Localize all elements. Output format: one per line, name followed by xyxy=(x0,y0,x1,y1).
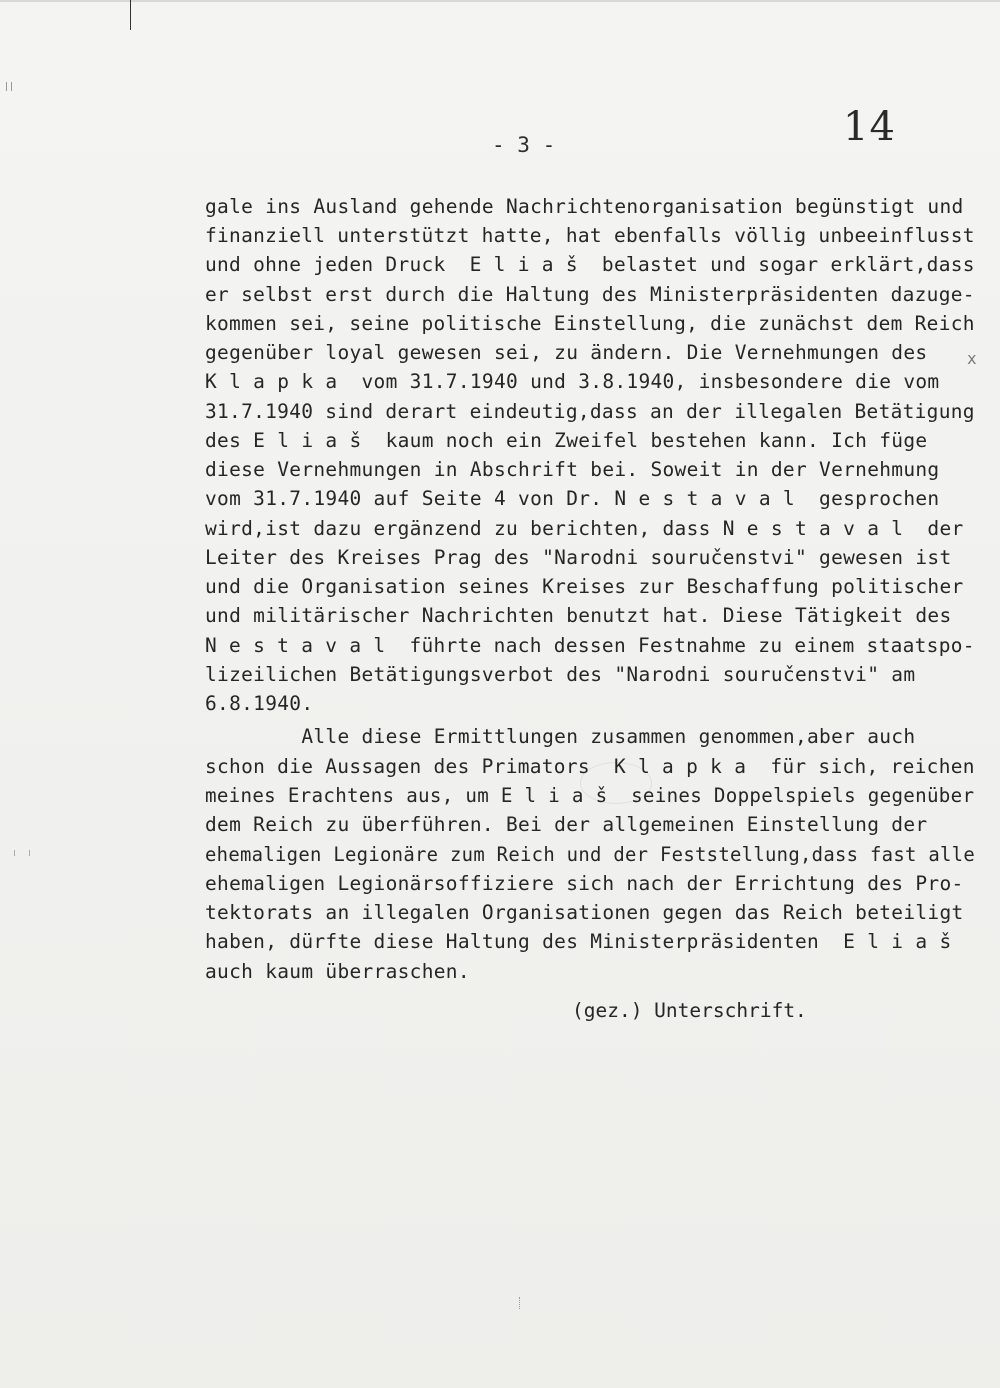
folio-number: 14 xyxy=(843,104,896,150)
body-line: schon die Aussagen des Primators K l a p k a für sich, reichen xyxy=(205,755,975,778)
body-line: finanziell unterstützt hatte, hat ebenfalls völlig unbeeinflusst xyxy=(205,224,975,247)
signature-line: (gez.) Unterschrift. xyxy=(572,999,807,1022)
body-line: Alle diese Ermittlungen zusammen genommen,aber auch xyxy=(205,725,916,748)
body-line: und ohne jeden Druck E l i a š belastet und sogar erklärt,dass xyxy=(205,253,975,276)
fold-mark xyxy=(130,0,131,30)
body-line: diese Vernehmungen in Abschrift bei. Soweit in der Vernehmung xyxy=(205,458,940,481)
staple-mark xyxy=(6,82,12,91)
body-line: kommen sei, seine politische Einstellung, die zunächst dem Reich xyxy=(205,312,975,335)
body-line: dem Reich zu überführen. Bei der allgemeinen Einstellung der xyxy=(205,813,928,836)
body-line: ehemaligen Legionärsoffiziere sich nach der Errichtung des Pro- xyxy=(205,872,964,895)
page-number: - 3 - xyxy=(492,133,556,157)
body-line: N e s t a v a l führte nach dessen Festnahme zu einem staatspo- xyxy=(205,634,975,657)
body-line: vom 31.7.1940 auf Seite 4 von Dr. N e s t a v a l gesprochen xyxy=(205,487,940,510)
punch-mark xyxy=(14,850,30,856)
body-line: gegenüber loyal gewesen sei, zu ändern. Die Vernehmungen des xyxy=(205,341,928,364)
body-line: K l a p k a vom 31.7.1940 und 3.8.1940, insbesondere die vom xyxy=(205,370,940,393)
body-line: auch kaum überraschen. xyxy=(205,960,470,983)
margin-note: x xyxy=(967,349,977,368)
body-line: 6.8.1940. xyxy=(205,692,314,715)
body-line: haben, dürfte diese Haltung des Ministerpräsidenten E l i a š xyxy=(205,930,952,953)
body-line: Leiter des Kreises Prag des "Narodni souručenstvi" gewesen ist xyxy=(205,546,952,569)
body-line: und militärischer Nachrichten benutzt hat. Diese Tätigkeit des xyxy=(205,604,952,627)
page-edge xyxy=(0,0,1000,2)
paper-speck xyxy=(519,1297,522,1309)
body-line: des E l i a š kaum noch ein Zweifel bestehen kann. Ich füge xyxy=(205,429,928,452)
body-line: meines Erachtens aus, um E l i a š seines Doppelspiels gegenüber xyxy=(205,784,975,807)
body-line: er selbst erst durch die Haltung des Ministerpräsidenten dazuge- xyxy=(205,283,975,306)
body-line: tektorats an illegalen Organisationen gegen das Reich beteiligt xyxy=(205,901,964,924)
body-line: 31.7.1940 sind derart eindeutig,dass an der illegalen Betätigung xyxy=(205,400,975,423)
body-line: ehemaligen Legionäre zum Reich und der Feststellung,dass fast alle xyxy=(205,843,976,866)
body-line: lizeilichen Betätigungsverbot des "Narodni souručenstvi" am xyxy=(205,663,916,686)
body-line: wird,ist dazu ergänzend zu berichten, dass N e s t a v a l der xyxy=(205,517,964,540)
body-line: gale ins Ausland gehende Nachrichtenorganisation begünstigt und xyxy=(205,195,964,218)
body-line: und die Organisation seines Kreises zur Beschaffung politischer xyxy=(205,575,964,598)
